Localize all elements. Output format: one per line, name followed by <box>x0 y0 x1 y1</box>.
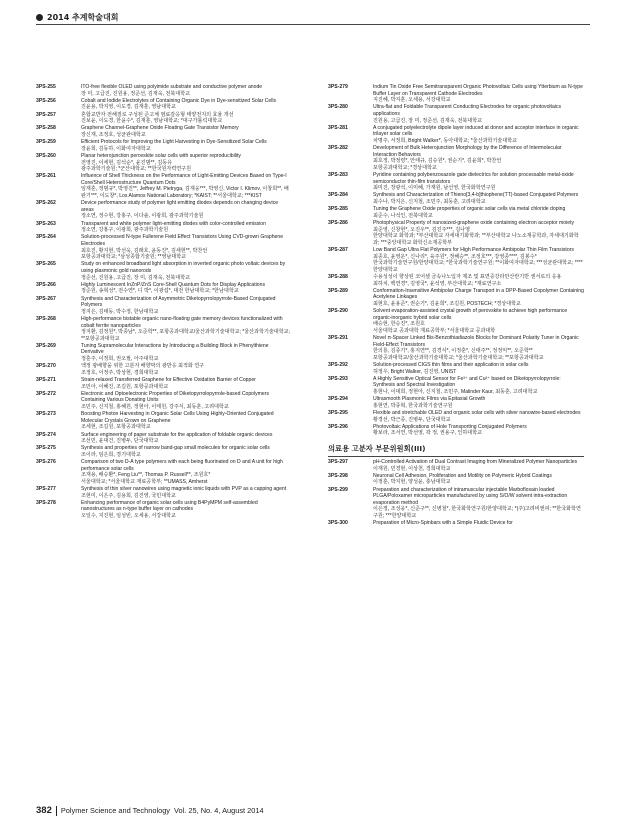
abstract-entry <box>328 125 584 145</box>
entry-body <box>81 112 292 125</box>
abstract-entry <box>328 424 584 437</box>
abstract-entry <box>328 145 584 171</box>
entry-authors: 이재원, 민경현, 이상천, 경희대학교 <box>373 465 451 472</box>
entry-code: 3PS-274 <box>36 431 56 438</box>
entry-body <box>373 396 584 409</box>
entry-code: 3PS-283 <box>328 172 348 179</box>
entry-code: 3PS-292 <box>328 362 348 369</box>
abstract-entry <box>36 500 292 520</box>
abstract-entry <box>36 486 292 499</box>
header-rule <box>36 24 590 25</box>
entry-body <box>81 391 292 411</box>
entry-title: 수용성성이 향상된 코어셀 금속나노입자 제조 및 표면증강라만산란기반 센서로의 응용 <box>373 273 562 280</box>
entry-body <box>373 487 584 520</box>
abstract-entry <box>36 84 292 97</box>
entry-code: 3PS-275 <box>36 445 56 452</box>
abstract-entry <box>36 432 292 445</box>
entry-authors: 홍현나, 이대희, 정현아, 신지철, 조민주, Malinder Kaur, 최동훈, 고려대학교 <box>373 389 538 396</box>
entry-authors: 정소연, 강홍구, 이광희, 광주과학기술원 <box>81 227 169 234</box>
entry-title: pH-Controlled Activation of Dual Contrast Imaging from Mineralized Polymer Nanoparticles <box>373 458 578 465</box>
abstract-entry <box>328 84 584 104</box>
entry-body <box>373 410 584 423</box>
entry-authors: 조현미, 이은주, 김용희, 김진영, 국민대학교 <box>81 492 176 499</box>
abstract-entry <box>36 343 292 363</box>
entry-title: Synthesis of thin silver nanowires using magnetic ionic liquids with PVP as a capping agent <box>81 486 287 493</box>
entry-code: 3PS-266 <box>36 281 56 288</box>
entry-authors: 진윤용, 박지영, 이도경, 김재훈, 영남대학교 <box>81 104 176 111</box>
entry-code: 3PS-291 <box>328 335 348 342</box>
entry-title: Neuronal Cell Adhesion, Proliferation and Motility on Polymeric Hybrid Coatings <box>373 472 552 479</box>
entry-code: 3PS-268 <box>36 315 56 322</box>
entry-body <box>373 335 584 361</box>
entry-title: Flexible and stretchable OLED and organic solar cells with silver nanowire-based electrodes <box>373 410 581 416</box>
entry-code: 3PS-296 <box>328 423 348 430</box>
entry-authors: 조민아, 이혜진, 조길원, 포항공과대학교 <box>81 383 169 390</box>
entry-body <box>81 343 292 363</box>
entry-authors: 이은정, 조성웅*, 신준구**, 신병철*, 한국화학연구원/한양대학교; *(주)고려비엔피; **한국화학연구원; ***한양대학교 <box>373 506 581 519</box>
entry-body <box>373 376 584 396</box>
entry-code: 3PS-284 <box>328 192 348 199</box>
entry-authors: 최준수, 나석인, 전북대학교 <box>373 212 433 219</box>
entry-body <box>81 139 292 152</box>
entry-code: 3PS-270 <box>36 363 56 370</box>
entry-body <box>373 172 584 192</box>
journal-name: Polymer Science and Technology <box>60 806 171 815</box>
entry-code: 3PS-298 <box>328 472 348 479</box>
abstract-entry <box>36 261 292 281</box>
entry-affil: 포항공과대학교; *경상대학교 <box>373 164 437 171</box>
entry-title: Novel π-Spacer Linked Bis-Benzothiadiazole Blocks for Dominant Polarity Tuner in Organic Field-Effect Transistors <box>373 335 579 348</box>
entry-body <box>373 308 584 334</box>
section-heading: 의료용 고분자 부문위원회(III) <box>328 444 584 457</box>
entry-title: Electronic and Optoelectronic Properties of Diketopyrrolopyrrole-based Copolymers Containing Various Donating Units <box>81 390 269 404</box>
abstract-entry <box>36 153 292 173</box>
abstract-entry <box>328 308 584 334</box>
entry-authors: 정지은, 김태동, 박수정, 한남대학교 <box>81 308 159 315</box>
entry-body <box>81 173 292 199</box>
entry-body <box>81 486 292 499</box>
abstract-entry <box>36 125 292 138</box>
right-column <box>328 84 584 527</box>
entry-authors: 조정호, 이정주, 박상현, 경희대학교 <box>81 369 159 376</box>
entry-title: Solution-processed N-type Fullerene Field Effect Transistors Using CVD-grown Graphene Electrodes <box>81 234 284 247</box>
entry-code: 3PS-287 <box>328 247 348 253</box>
entry-code: 3PS-264 <box>36 234 56 241</box>
entry-code: 3PS-263 <box>36 220 56 227</box>
entry-title: Surface engineering of paper substrate for the application of foldable organic devices <box>81 431 273 438</box>
entry-body <box>373 288 584 308</box>
entry-body <box>373 274 584 287</box>
entry-authors: 조선민, 윤대건, 진병두, 단국대학교 <box>81 438 159 445</box>
entry-title: 혼합교반자 전해질로 구성된 준고체 염료감응형 태양전지의 효율 개선 <box>81 111 234 118</box>
entry-body <box>373 104 584 124</box>
entry-body <box>81 261 292 281</box>
entry-title: Development of Bulk Heterojunction Morphology by the Difference of Intermolecular Interaction Behaviors <box>373 145 562 158</box>
abstract-entry <box>328 288 584 308</box>
entry-title: Transparent and white polymer light-emitting diodes with color-controlled emission <box>81 220 266 227</box>
journal-issue: Vol. 25, No. 4, August 2014 <box>174 806 264 815</box>
entry-authors: 배승현, 한승진*, 조원호 <box>373 321 425 328</box>
abstract-entry <box>36 112 292 125</box>
entry-authors: 진원용, 고급진, 장 미, 정준선, 김재욱, 전북대학교 <box>373 117 483 124</box>
entry-title: Boosting Photon Harvesting in Organic Solar Cells Using Highly-Oriented Conjugated Molecular Crystals Grown on Graphene <box>81 411 274 424</box>
entry-body <box>373 145 584 171</box>
entry-title: Photovoltaic Applications of Hole Transporting Conjugated Polymers <box>373 423 527 430</box>
entry-authors: 최현호, 윤용준*, 권순기*, 김윤희*, 조길원, POSTECH; *경상대학교 <box>373 300 521 307</box>
entry-affil: 서울대학교; *서울대학교 재료공학부; **UMASS, Amherst <box>81 478 208 485</box>
entry-authors: 최호진, 황지현, 박선욱, 김래호, 윤동진*, 김세현**, 박찬언 <box>81 247 208 254</box>
entry-body <box>81 445 292 458</box>
entry-authors: 정훈주, 이정희, 권오필, 아주대학교 <box>81 356 159 363</box>
abstract-entry <box>36 282 292 295</box>
entry-code: 3PS-277 <box>36 486 56 493</box>
entry-code: 3PS-278 <box>36 499 56 506</box>
entry-code: 3PS-265 <box>36 261 56 268</box>
entry-body <box>81 98 292 111</box>
entry-authors: 최하치, 백연경*, 김영국*, 윤석영, 부산대학교; *재료연구소 <box>373 280 502 287</box>
entry-title: Solution-processed CIGS thin films and their application in solar cells <box>373 362 529 369</box>
entry-code: 3PS-271 <box>36 377 56 384</box>
abstract-entry <box>328 335 584 361</box>
entry-body <box>81 200 292 220</box>
entry-body <box>81 432 292 445</box>
entry-body <box>81 459 292 485</box>
right-entry-list <box>328 84 584 437</box>
entry-code: 3PS-289 <box>328 287 348 294</box>
abstract-entry <box>36 221 292 234</box>
entry-authors: 최수나, 박지은, 신지철, 조민주, 최동훈, 고려대학교 <box>373 199 486 206</box>
entry-authors: 정지환, 김정원*, 박종남*, 오준학**, 포항공과대학교/울산과학기술대학교; *울산과학기술대학교; **포항공과대학교 <box>81 329 290 342</box>
page-number: 382 <box>36 805 52 816</box>
entry-code: 3PS-281 <box>328 124 348 131</box>
abstract-entry <box>36 200 292 220</box>
abstract-entry <box>36 296 292 316</box>
entry-body <box>373 84 584 104</box>
entry-code: 3PS-282 <box>328 145 348 152</box>
entry-title: Graphene Channel-Graphene Oxide Floating Gate Transistor Memory <box>81 125 239 132</box>
entry-code: 3PS-257 <box>36 111 56 118</box>
entry-code: 3PS-286 <box>328 220 348 227</box>
entry-authors: 오일수, 지진현, 임성빈, 오세용, 서강대학교 <box>81 513 176 520</box>
entry-authors: 황경선, 박근종, 진병두, 단국대학교 <box>373 416 451 423</box>
entry-body <box>81 125 292 138</box>
entry-authors: 최미진, 장광석, 이미혜, 가재원, 남선영, 한국화학연구원 <box>373 185 496 192</box>
entry-body <box>81 234 292 260</box>
entry-affil: 한양대학교 화학과; *부산대학교 자세대기화학과; **부산대학교 나노소재공학과, 자세대기화학과; ***중앙대학교 화학신소재공학부 <box>373 233 579 246</box>
abstract-entry <box>328 362 584 375</box>
entry-title: Comparison of two D-A type polymers with each being fluorinated on D and A unit for high performance solar cells <box>81 459 283 472</box>
abstract-entry <box>328 459 584 472</box>
entry-authors: 최준영, 신창현*, 오진우**, 김진주***, 김나영 <box>373 226 471 233</box>
entry-title: Preparation and characterization of intramuscular injectable Marbofloxain loaded PLGA/Poloxamer microparticles manufactured by using S/O/W solvent intra-extraction evaporation method <box>373 486 568 506</box>
abstract-entry <box>36 391 292 411</box>
entry-body <box>373 424 584 437</box>
entry-code: 3PS-294 <box>328 396 348 403</box>
entry-title: Planar heterojunction perovskite solar cells with superior reproducibility <box>81 152 241 159</box>
entry-code: 3PS-299 <box>328 486 348 493</box>
entry-body <box>81 282 292 295</box>
entry-authors: 허정우, Bright Walker, 김진영, UNIST <box>373 368 457 375</box>
entry-authors: 이정훈, 박지현, 양성윤, 충남대학교 <box>373 479 451 486</box>
entry-title: Cobalt and Iodide Electrolytes of Containing Organic Dye in Dye-sensitized Solar Cells <box>81 97 277 104</box>
abstract-entry <box>36 173 292 199</box>
entry-authors: 장윤희, 김동하, 이화여자대학교 <box>81 145 151 152</box>
entry-code: 3PS-260 <box>36 152 56 159</box>
entry-code: 3PS-288 <box>328 273 348 280</box>
entry-affil: 포항공과대학교; *삼성종합기술원; **영남대학교 <box>81 254 187 261</box>
entry-title: Synthesis and Characterization of Asymmetric Diketopyrrolopyrrole-Based Conjugated Polymers <box>81 295 276 309</box>
entry-title: Tuning the Graphene Oxide properties of organic solar cells via metal chloride doping <box>373 206 566 213</box>
entry-title: Efficient Protocols for Improving the Light Harvesting in Dye-Sensitized Solar Cells <box>81 139 267 146</box>
entry-authors: 지진혜, 박지훈, 오세용, 서강대학교 <box>373 97 451 104</box>
abstract-entry <box>36 411 292 431</box>
entry-title: Strain-relaxed Transferred Graphene for Effective Oxidation Barrier of Copper <box>81 377 256 384</box>
abstract-entry <box>328 396 584 409</box>
abstract-entry <box>328 104 584 124</box>
entry-title: Tuning Supramolecular Interactions by Introducing a Building Block in Phenylthiene Derivative <box>81 342 269 356</box>
entry-authors: 전영진, 이세현, 김석순*, 윤진범**, 김동유 <box>81 159 173 166</box>
entry-title: ITO-free flexible OLED using polyimide substrate and conductive polymer anode <box>81 84 263 90</box>
entry-code: 3PS-269 <box>36 342 56 349</box>
entry-body <box>373 125 584 145</box>
entry-authors: 조세현, 조길원, 포항공과대학교 <box>81 424 151 431</box>
entry-authors: 정준선, 진원용, 고급진, 장 미, 김재욱, 전북대학교 <box>81 274 191 281</box>
bullet-icon <box>36 14 43 21</box>
entry-body <box>81 221 292 234</box>
entry-affil: 포항공과대학교/울산과학기술대학교; *울산과학기술대학교; **포항공과대학교 <box>373 354 544 361</box>
entry-title: Study on enhanced broadband light absorption in inverted organic photo voltaic devices by using plasmonic gold nanorods <box>81 261 286 274</box>
entry-body <box>373 206 584 219</box>
conference-title: 2014 추계학술대회 <box>47 13 119 22</box>
entry-authors: 홍현연, 박종혁, 한국과학기술연구원 <box>373 402 453 409</box>
left-column <box>36 84 292 520</box>
entry-title: Ultrasmooth Plasmonic Films via Epitaxial Growth <box>373 396 486 403</box>
entry-authors: 임재훈, 정범규*, 박영진**, Jeffrey M. Pietryga, 김재웅***, 박영신, Victor I. Klimov, 이창희**, 배완기***, 이도창*, Los Alamos National Laboratory; *KAIST; **서울대학교; ***KIST <box>81 186 289 200</box>
abstract-entry <box>328 247 584 273</box>
entry-title: Low Band Gap Ultra Flat Polymers for High Performance Ambipolar Thin Film Transistors <box>373 247 574 253</box>
entry-affil: 서울대학교 공과대학 재료공학부; *서울대학교 공과대학 <box>373 327 496 334</box>
entry-title: Synthesis and Characterization of Thieno[3,4-b]thiophene(TT)-based Conjugated Polymers <box>373 192 579 199</box>
conference-header <box>36 12 118 23</box>
entry-code: 3PS-259 <box>36 139 56 146</box>
entry-code: 3PS-255 <box>36 84 56 90</box>
entry-body <box>373 192 584 205</box>
entry-title: Ultra-flat and Foldable Transparent Conducting Electrodes for organic photovoltaics applications <box>373 104 562 117</box>
entry-title: Conformation-Insensitive Ambipolar Charge Transport in a DPP-Based Copolymer Containing Acetylene Linkages <box>373 287 584 301</box>
entry-title: Highly Luminescent InZnP/ZnS Core-Shell Quantum Dots for Display Applications <box>81 281 266 288</box>
entry-code: 3PS-261 <box>36 173 56 180</box>
entry-code: 3PS-272 <box>36 390 56 397</box>
abstract-entry <box>328 410 584 423</box>
entry-affil: 광주과학기술원; *군산대학교; **한국원자력연구원 <box>81 166 192 173</box>
entry-body <box>81 296 292 316</box>
abstract-entry <box>328 206 584 219</box>
entry-authors: 황보라, 조서연, 박선영, 곽 정, 권용구, 인하대학교 <box>373 430 483 437</box>
entry-code: 3PS-267 <box>36 295 56 302</box>
entry-authors: 장 미, 고급진, 진원용, 정준선, 김재욱, 전북대학교 <box>81 90 191 97</box>
entry-title: Influence of Shell Thickness on the Performance of Light-Emitting Devices Based on Type-I Core/Shell Heterostructure Quantum Dots <box>81 173 287 186</box>
page-footer <box>36 805 264 816</box>
entry-title: Photophysical Property of nanosized-graphene oxide containing electron acceptor moiety <box>373 220 575 227</box>
entry-title: Indium Tin Oxide Free Semitransparent Organic Photovoltaic Cells using Ytterbium as N-type Buffer Layer on Transparent Cathode Electrodes <box>373 84 583 97</box>
abstract-entry <box>36 363 292 376</box>
entry-body <box>373 520 584 527</box>
abstract-entry <box>328 274 584 287</box>
abstract-entry <box>36 98 292 111</box>
entry-authors: 최종호, 윤영운*, 신나리*, 육주원*, 정해승**, 조정호***, 강영종****, 김봉수* <box>373 253 537 260</box>
entry-affil: 한국과학기술연구원/한양대학교; *한국과학기술연구원; **이화여자대학교; ***성균관대학교; ****한양대학교 <box>373 260 583 273</box>
entry-code: 3PS-290 <box>328 308 348 315</box>
entry-code: 3PS-280 <box>328 104 348 111</box>
entry-title: Pyridine containing polybenzoxazole gate dielectrics for solution processable metal-oxide semiconductor thin-film transistors <box>373 172 574 185</box>
abstract-entry <box>328 520 584 527</box>
entry-authors: 차명주, 서정희, Bright Walker*, 동아대학교; *울산과학기술대학교 <box>373 137 518 144</box>
abstract-entry <box>328 376 584 396</box>
entry-body <box>81 84 292 97</box>
entry-title: High-performance bistable organic nano-floating gate memory devices functionalized with cobalt ferrite nanoparticles <box>81 315 283 329</box>
entry-authors: 조재용, 배승환*, Feng Liu**, Thomas P. Russell**, 조원호* <box>81 472 211 479</box>
abstract-entry <box>36 459 292 485</box>
entry-title: A Highly Sensitive Optical Sensor for Fe³⁺ and Cu²⁺ based on Diketopyrrolopyrrole: Synthesis and Spectral Investigation <box>373 375 561 389</box>
entry-code: 3PS-258 <box>36 125 56 132</box>
entry-authors: 조민주, 신지철, 홍혜원, 정현아, 이태원, 강주식, 최동훈, 고려대학교 <box>81 404 229 410</box>
entry-code: 3PS-273 <box>36 411 56 418</box>
entry-body <box>373 362 584 375</box>
entry-authors: 조이라, 임은희, 경기대학교 <box>81 451 141 458</box>
entry-body <box>373 473 584 486</box>
entry-authors: 정소연, 정수현, 강홍구, 이다솔, 이광희, 광주과학기술원 <box>81 213 204 220</box>
abstract-entry <box>36 377 292 390</box>
entry-body <box>81 153 292 173</box>
entry-code: 3PS-300 <box>328 520 348 527</box>
entry-authors: 장신재, 조정호, 성균관대학교 <box>81 131 146 138</box>
entry-code: 3PS-297 <box>328 458 348 465</box>
abstract-entry <box>328 192 584 205</box>
entry-code: 3PS-279 <box>328 84 348 90</box>
abstract-entry <box>36 445 292 458</box>
entry-code: 3PS-276 <box>36 459 56 466</box>
entry-body <box>373 220 584 246</box>
entry-body <box>81 363 292 376</box>
abstract-entry <box>36 316 292 342</box>
entry-body <box>373 247 584 273</box>
entry-title: Synthesis and properties of narrow band-gap small molecules for organic solar cells <box>81 445 270 452</box>
abstract-entry <box>328 220 584 246</box>
entry-body <box>81 377 292 390</box>
abstract-entry <box>328 172 584 192</box>
entry-body <box>81 316 292 342</box>
entry-title: A conjugated polyelectrolyte dipole layer induced at donor and acceptor interface in organic trilayer solar cells <box>373 124 579 138</box>
entry-code: 3PS-293 <box>328 375 348 382</box>
entry-body <box>81 500 292 520</box>
entry-code: 3PS-295 <box>328 410 348 416</box>
abstract-entry <box>328 487 584 520</box>
entry-title: Solvent evaporation-assisted crystal growth of perovskite to achieve high performance organic-inorganic hybrid solar cells <box>373 308 568 321</box>
section-entry-list <box>328 459 584 527</box>
entry-code: 3PS-256 <box>36 97 56 104</box>
entry-body <box>81 411 292 431</box>
entry-authors: 진보윤, 이도경, 한윤수*, 김재훈, 영남대학교; *대구가톨릭대학교 <box>81 118 223 125</box>
entry-title: 액정 광배향을 위한 고분자 배향막의 광반응 최적화 연구 <box>81 363 205 370</box>
abstract-entry <box>328 473 584 486</box>
entry-code: 3PS-262 <box>36 200 56 207</box>
entry-authors: 한의룡, 김종기*, 홍지연**, 김경식*, 이정훈*, 신태주**, 정정익**, 오준학** <box>373 348 533 355</box>
entry-body <box>373 459 584 472</box>
entry-code: 3PS-285 <box>328 206 348 213</box>
abstract-entry <box>36 139 292 152</box>
entry-title: Enhancing performance of organic solar cells using B4PyMPM self-assembled nanostructures as n-type buffer layer on cathodes <box>81 499 258 513</box>
footer-divider <box>56 806 57 816</box>
entry-authors: 최호정, 박정령*, 안태규, 김승원*, 권순기*, 김윤희*, 박찬언 <box>373 158 502 165</box>
abstract-entry <box>36 234 292 260</box>
entry-title: Device performance study of polymer light emitting diodes depends on changing device areas <box>81 200 279 213</box>
entry-title: Preparation of Micro-Spinbars with a Simple Fluidic Device for <box>373 520 513 527</box>
entry-authors: 정준원, 송혁성*, 전수연*, 디 박*, 이광섭*, 대전 한남대학교; *한남대학교 <box>81 288 239 295</box>
